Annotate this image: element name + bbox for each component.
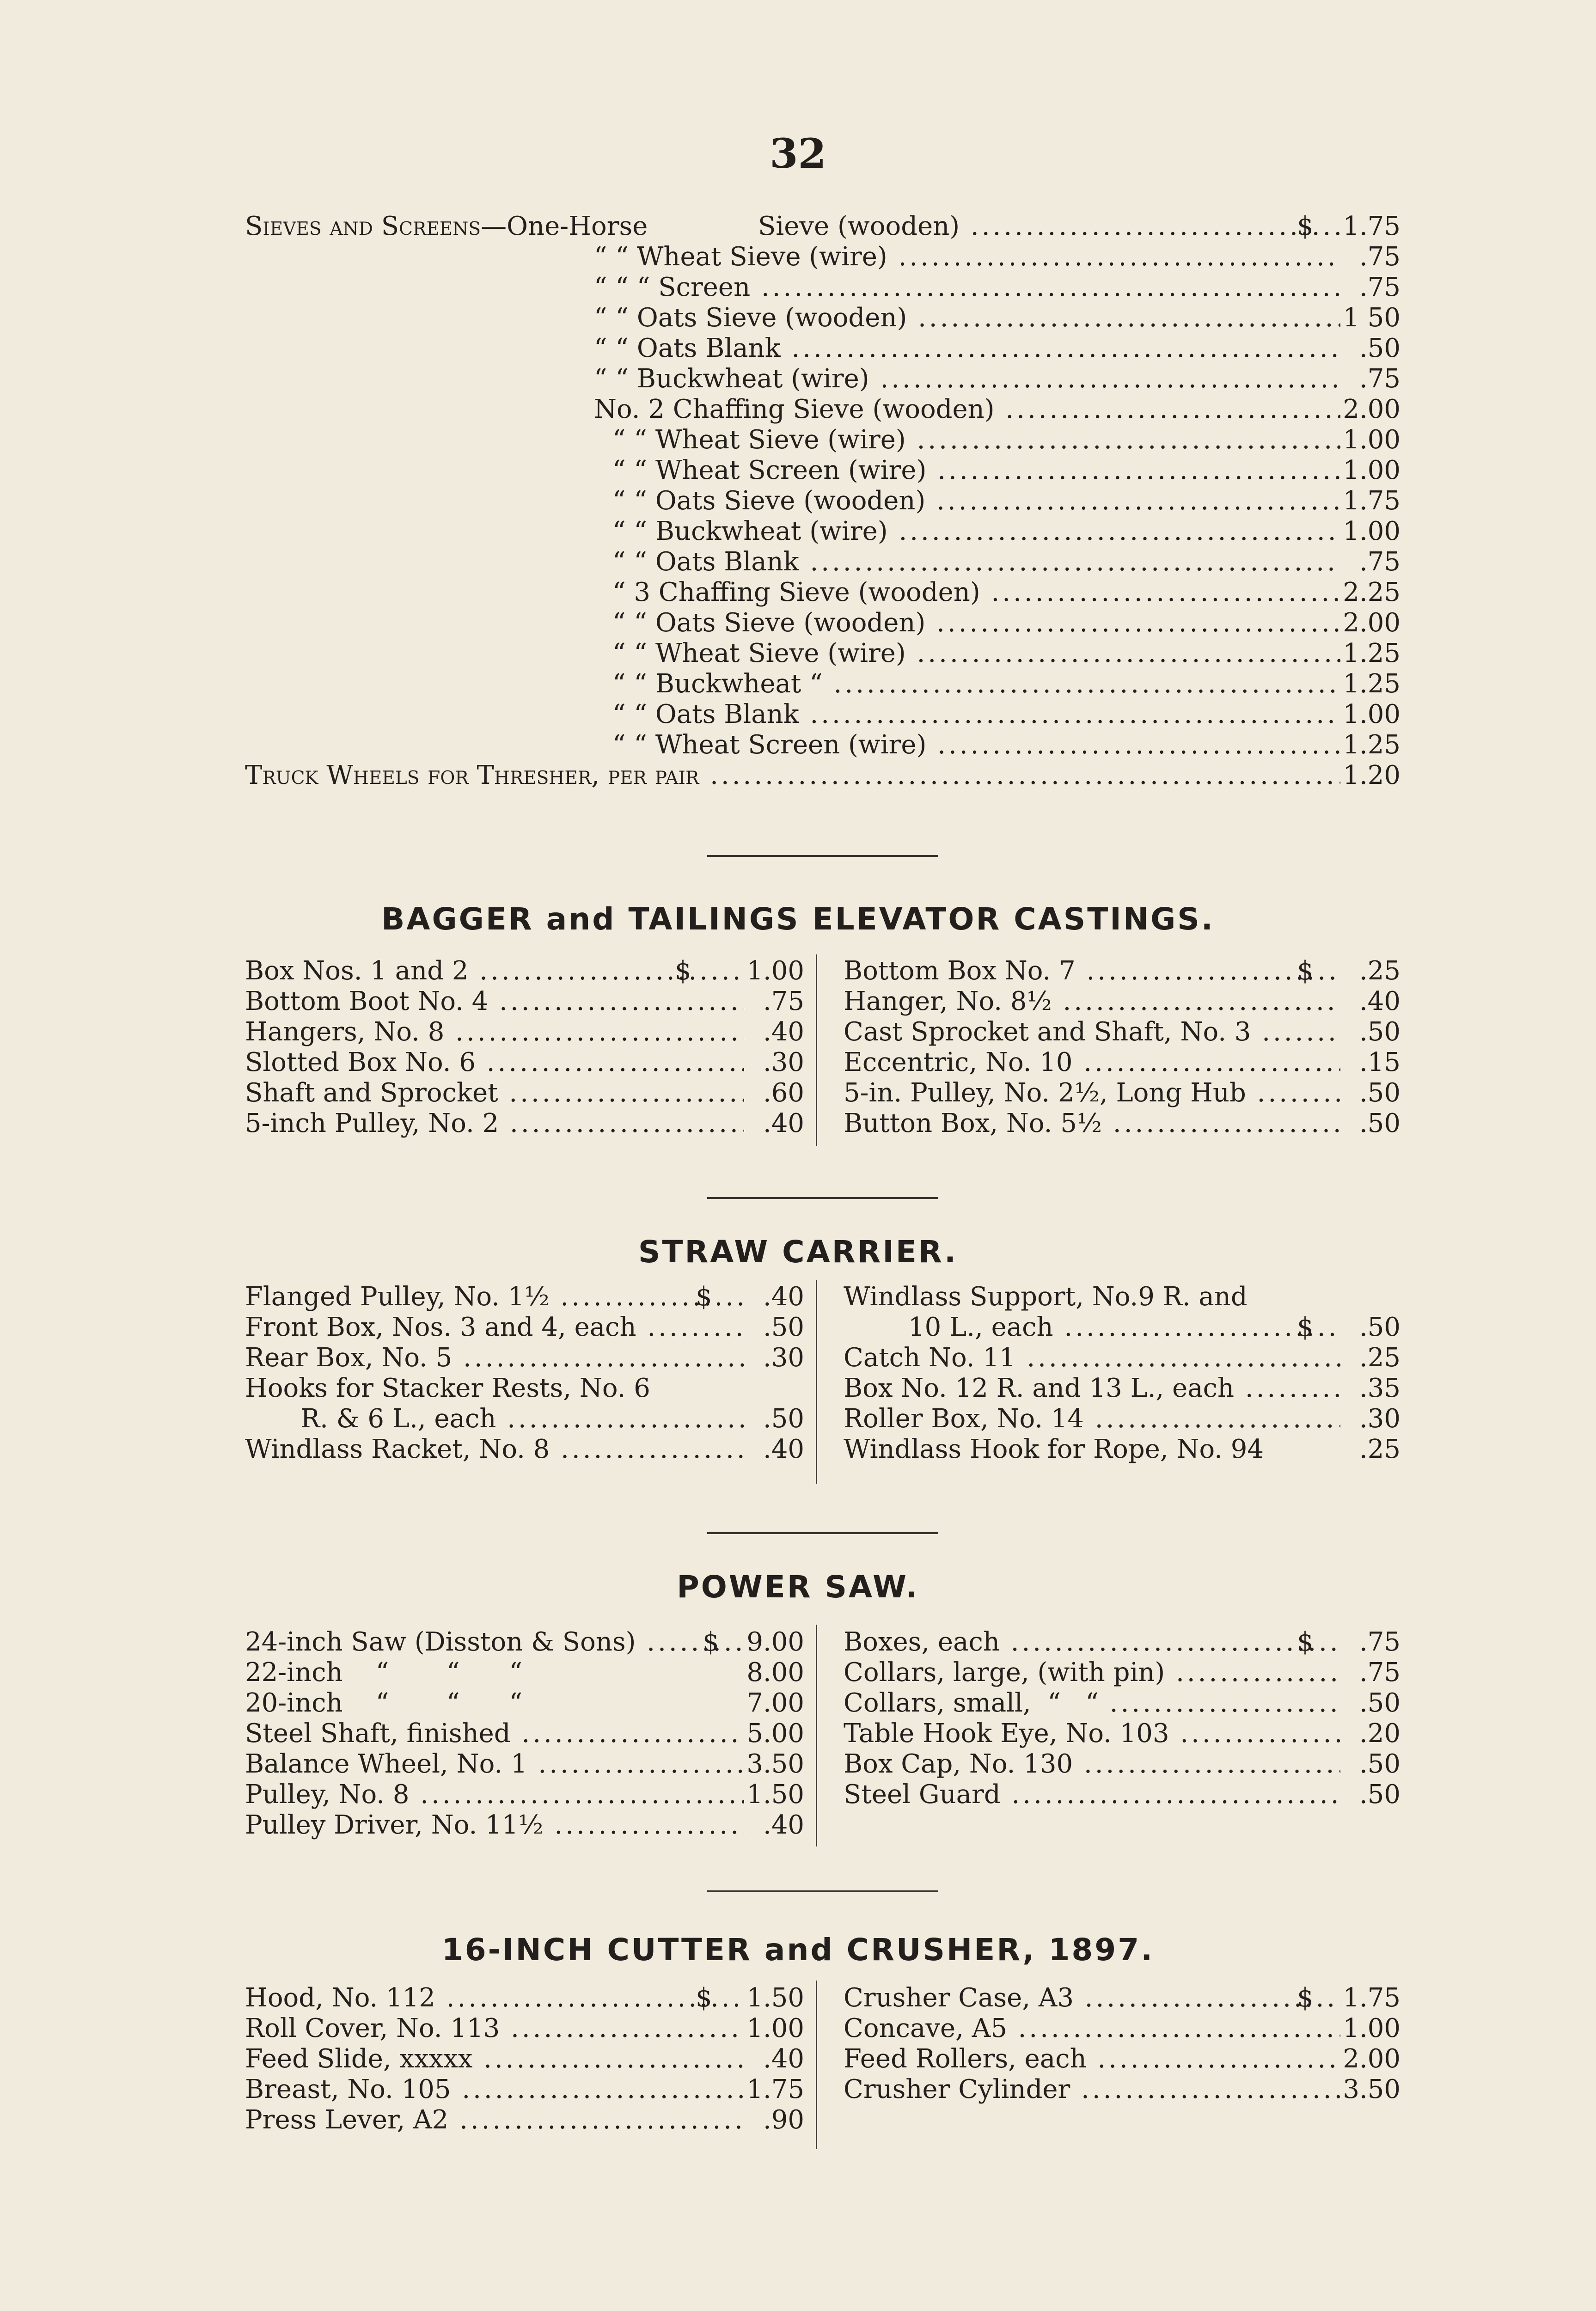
item-price: 1.25 bbox=[1343, 669, 1400, 699]
list-item bbox=[844, 986, 1400, 1017]
list-item bbox=[245, 1434, 804, 1465]
dollar-sign: $ bbox=[1297, 956, 1314, 986]
item-price: .40 bbox=[763, 1017, 804, 1047]
item-label: Windlass Hook for Rope, No. 94 bbox=[844, 1434, 1264, 1464]
item-label: Bottom Boot No. 4 ..... bbox=[245, 986, 744, 1017]
column-divider bbox=[816, 1625, 817, 1846]
item-label: Pulley Driver, No. 11½ ..... bbox=[245, 1810, 744, 1840]
list-item bbox=[844, 1404, 1400, 1434]
list-item bbox=[245, 1078, 804, 1108]
item-label: Button Box, No. 5½ ..... bbox=[844, 1108, 1340, 1139]
item-label: Steel Shaft, finished ..... bbox=[245, 1718, 744, 1749]
item-price: .35 bbox=[1359, 1373, 1400, 1403]
item-label: “ “ Wheat Screen (wire) ..... bbox=[612, 455, 1340, 486]
item-label: “ “ Oats Sieve (wooden) ..... bbox=[612, 486, 1340, 516]
item-price: 7.00 bbox=[746, 1688, 804, 1718]
list-item bbox=[612, 699, 1400, 730]
sieves-title: Sieves and Screens bbox=[245, 211, 481, 241]
list-item bbox=[612, 547, 1400, 577]
list-item bbox=[612, 486, 1400, 516]
item-price: .75 bbox=[1359, 547, 1400, 577]
item-price: 1.75 bbox=[1343, 211, 1400, 241]
item-label: Boxes, each ..... bbox=[844, 1627, 1340, 1657]
saw-heading: POWER SAW. bbox=[677, 1569, 919, 1605]
list-item bbox=[844, 2074, 1400, 2105]
item-price: 1.50 bbox=[746, 1779, 804, 1810]
list-item bbox=[844, 1312, 1400, 1343]
item-label: Cast Sprocket and Shaft, No. 3 ..... bbox=[844, 1017, 1340, 1047]
list-item bbox=[844, 1373, 1400, 1404]
item-price: .75 bbox=[1359, 1627, 1400, 1657]
column-divider bbox=[816, 1981, 817, 2149]
item-label: Feed Rollers, each ..... bbox=[844, 2044, 1340, 2074]
list-item bbox=[594, 272, 1400, 303]
section-divider bbox=[707, 1532, 938, 1534]
list-item bbox=[245, 1343, 804, 1373]
list-item bbox=[844, 2044, 1400, 2074]
section-divider bbox=[707, 855, 938, 857]
item-price: .50 bbox=[1359, 1017, 1400, 1047]
item-price: .30 bbox=[763, 1047, 804, 1077]
item-label: Hanger, No. 8½ ..... bbox=[844, 986, 1340, 1017]
item-price: .50 bbox=[1359, 1312, 1400, 1342]
item-price: .40 bbox=[763, 1282, 804, 1312]
item-price: 2.00 bbox=[1343, 608, 1400, 638]
item-label: Roller Box, No. 14 ..... bbox=[844, 1404, 1340, 1434]
list-item bbox=[245, 2074, 804, 2105]
item-label: Shaft and Sprocket ..... bbox=[245, 1078, 744, 1108]
dollar-sign: $ bbox=[696, 1282, 712, 1312]
list-item bbox=[844, 2013, 1400, 2044]
item-price: 9.00 bbox=[746, 1627, 804, 1657]
item-label: Rear Box, No. 5 ..... bbox=[245, 1343, 744, 1373]
item-label: Box Nos. 1 and 2 ..... bbox=[245, 956, 744, 986]
item-label: Crusher Case, A3 ..... bbox=[844, 1983, 1340, 2013]
dollar-sign: $ bbox=[1297, 1627, 1314, 1657]
item-label: “ “ “ Screen ..... bbox=[594, 272, 1340, 303]
item-label: Box Cap, No. 130 ..... bbox=[844, 1749, 1340, 1779]
list-item bbox=[245, 760, 1400, 791]
item-price: 1.25 bbox=[1343, 730, 1400, 760]
item-price: .60 bbox=[763, 1078, 804, 1108]
item-price: 1.75 bbox=[1343, 486, 1400, 516]
item-label: Catch No. 11 ..... bbox=[844, 1343, 1340, 1373]
item-price: 1.25 bbox=[1343, 638, 1400, 668]
item-label: “ “ Oats Blank ..... bbox=[612, 547, 1340, 577]
list-item bbox=[844, 1657, 1400, 1688]
list-item bbox=[844, 1627, 1400, 1657]
item-label: Collars, small, “ “ ..... bbox=[844, 1688, 1340, 1718]
item-label: Eccentric, No. 10 ..... bbox=[844, 1047, 1340, 1078]
item-label: 24-inch Saw (Disston & Sons) ..... bbox=[245, 1627, 744, 1657]
item-label: “ “ Wheat Screen (wire) ..... bbox=[612, 730, 1340, 760]
list-item bbox=[245, 1718, 804, 1749]
list-item bbox=[245, 1047, 804, 1078]
list-item bbox=[844, 1434, 1400, 1465]
list-item bbox=[844, 1078, 1400, 1108]
item-label: Sieve (wooden) ..... bbox=[758, 211, 1340, 242]
item-price: .50 bbox=[1359, 1108, 1400, 1138]
item-label: Box No. 12 R. and 13 L., each ..... bbox=[844, 1373, 1340, 1404]
item-label: “ “ Buckwheat “ ..... bbox=[612, 669, 1340, 699]
dollar-sign: $ bbox=[1297, 1983, 1314, 2013]
item-price: 8.00 bbox=[746, 1657, 804, 1687]
page-number: 32 bbox=[770, 129, 826, 177]
item-price: .15 bbox=[1359, 1047, 1400, 1077]
list-item bbox=[612, 425, 1400, 455]
item-price: .50 bbox=[1359, 1749, 1400, 1779]
list-item bbox=[612, 608, 1400, 638]
item-price: 3.50 bbox=[746, 1749, 804, 1779]
list-item bbox=[612, 730, 1400, 760]
list-item bbox=[612, 577, 1400, 608]
list-item bbox=[245, 1627, 804, 1657]
item-label: Crusher Cylinder ..... bbox=[844, 2074, 1340, 2105]
item-label: Windlass Support, No.9 R. and bbox=[844, 1282, 1247, 1312]
item-price: 3.50 bbox=[1343, 2074, 1400, 2104]
item-price: .50 bbox=[763, 1404, 804, 1434]
dollar-sign: $ bbox=[696, 1983, 712, 2013]
list-item bbox=[844, 1779, 1400, 1810]
item-label: Pulley, No. 8 ..... bbox=[245, 1779, 744, 1810]
item-label: Steel Guard ..... bbox=[844, 1779, 1340, 1810]
item-price: 1.00 bbox=[746, 2013, 804, 2043]
item-label: Breast, No. 105 ..... bbox=[245, 2074, 744, 2105]
item-label: “ “ Oats Blank ..... bbox=[612, 699, 1340, 730]
item-price: 1.00 bbox=[1343, 2013, 1400, 2043]
item-price: .20 bbox=[1359, 1718, 1400, 1749]
item-label: Windlass Racket, No. 8 ..... bbox=[245, 1434, 744, 1465]
item-price: .90 bbox=[763, 2105, 804, 2135]
item-price: .50 bbox=[1359, 1688, 1400, 1718]
cutter-heading: 16-INCH CUTTER and CRUSHER, 1897. bbox=[441, 1932, 1155, 1968]
straw-heading: STRAW CARRIER. bbox=[638, 1234, 958, 1270]
item-label: “ “ Buckwheat (wire) ..... bbox=[594, 364, 1340, 394]
list-item bbox=[245, 1373, 804, 1404]
item-price: .75 bbox=[1359, 272, 1400, 302]
item-label: “ “ Oats Sieve (wooden) ..... bbox=[594, 303, 1340, 333]
item-price: .50 bbox=[1359, 1078, 1400, 1108]
item-label: Bottom Box No. 7 ..... bbox=[844, 956, 1340, 986]
item-label: Front Box, Nos. 3 and 4, each ..... bbox=[245, 1312, 744, 1343]
list-item bbox=[245, 2105, 804, 2135]
list-item bbox=[245, 1017, 804, 1047]
item-label: 20-inch “ “ “ bbox=[245, 1688, 523, 1718]
list-item bbox=[245, 1779, 804, 1810]
item-label: No. 2 Chaffing Sieve (wooden) ..... bbox=[594, 394, 1340, 425]
list-item bbox=[245, 1657, 804, 1688]
item-label: Roll Cover, No. 113 ..... bbox=[245, 2013, 744, 2044]
item-price: 1.00 bbox=[1343, 699, 1400, 729]
item-price: .50 bbox=[763, 1312, 804, 1342]
list-item bbox=[612, 669, 1400, 699]
item-label: Hangers, No. 8 ..... bbox=[245, 1017, 744, 1047]
dollar-sign: $ bbox=[675, 956, 691, 986]
item-price: 1.00 bbox=[1343, 425, 1400, 455]
list-item bbox=[612, 516, 1400, 547]
list-item bbox=[245, 1810, 804, 1840]
item-label: R. & 6 L., each ..... bbox=[245, 1404, 744, 1434]
item-price: 1.50 bbox=[746, 1983, 804, 2013]
list-item bbox=[844, 1983, 1400, 2013]
list-item bbox=[844, 1108, 1400, 1139]
list-item bbox=[594, 364, 1400, 394]
item-label: 5-inch Pulley, No. 2 ..... bbox=[245, 1108, 744, 1139]
item-label: 5-in. Pulley, No. 2½, Long Hub ..... bbox=[844, 1078, 1340, 1108]
item-label: “ “ Oats Blank ..... bbox=[594, 333, 1340, 364]
list-item bbox=[844, 1282, 1400, 1312]
item-label: Hooks for Stacker Rests, No. 6 bbox=[245, 1373, 650, 1403]
list-item bbox=[844, 1688, 1400, 1718]
item-price: .75 bbox=[1359, 364, 1400, 394]
item-price: .40 bbox=[763, 1810, 804, 1840]
section-divider bbox=[707, 1890, 938, 1892]
item-label: Collars, large, (with pin) ..... bbox=[844, 1657, 1340, 1688]
list-item bbox=[612, 455, 1400, 486]
column-divider bbox=[816, 1280, 817, 1484]
item-label: Flanged Pulley, No. 1½ ..... bbox=[245, 1282, 744, 1312]
item-label: Hood, No. 112 ..... bbox=[245, 1983, 744, 2013]
item-label: 22-inch “ “ “ bbox=[245, 1657, 523, 1687]
list-item bbox=[245, 956, 804, 986]
item-price: 1.20 bbox=[1343, 760, 1400, 790]
list-item bbox=[844, 1017, 1400, 1047]
list-item bbox=[245, 1282, 804, 1312]
list-item bbox=[245, 1749, 804, 1779]
item-label: “ 3 Chaffing Sieve (wooden) ..... bbox=[612, 577, 1340, 608]
item-price: 1.75 bbox=[1343, 1983, 1400, 2013]
dollar-sign: $ bbox=[1297, 1312, 1314, 1342]
list-item bbox=[594, 394, 1400, 425]
item-price: .40 bbox=[763, 1434, 804, 1464]
list-item bbox=[245, 1688, 804, 1718]
item-price: .50 bbox=[1359, 1779, 1400, 1810]
item-label: “ “ Wheat Sieve (wire) ..... bbox=[594, 242, 1340, 272]
bagger-heading: BAGGER and TAILINGS ELEVATOR CASTINGS. bbox=[381, 901, 1215, 937]
item-price: .25 bbox=[1359, 956, 1400, 986]
list-item bbox=[844, 1718, 1400, 1749]
sieves-subtitle: One-Horse bbox=[507, 211, 648, 241]
list-item bbox=[245, 1312, 804, 1343]
item-label: Truck Wheels for Thresher, per pair ..... bbox=[245, 760, 1340, 791]
item-price: .75 bbox=[763, 986, 804, 1016]
item-price: 1.00 bbox=[1343, 516, 1400, 546]
item-label: “ “ Wheat Sieve (wire) ..... bbox=[612, 425, 1340, 455]
item-label: “ “ Buckwheat (wire) ..... bbox=[612, 516, 1340, 547]
list-item bbox=[594, 333, 1400, 364]
list-item bbox=[245, 1983, 804, 2013]
list-item bbox=[594, 303, 1400, 333]
list-item bbox=[245, 1404, 804, 1434]
item-price: 1 50 bbox=[1343, 303, 1400, 333]
item-price: .40 bbox=[763, 2044, 804, 2074]
list-item bbox=[612, 638, 1400, 669]
item-price: 2.25 bbox=[1343, 577, 1400, 607]
section-divider bbox=[707, 1197, 938, 1199]
item-label: “ “ Wheat Sieve (wire) ..... bbox=[612, 638, 1340, 669]
item-price: .30 bbox=[763, 1343, 804, 1373]
list-item bbox=[245, 1108, 804, 1139]
item-label: Table Hook Eye, No. 103 ..... bbox=[844, 1718, 1340, 1749]
item-label: “ “ Oats Sieve (wooden) ..... bbox=[612, 608, 1340, 638]
list-item bbox=[245, 2044, 804, 2074]
column-divider bbox=[816, 954, 817, 1146]
list-item bbox=[844, 1749, 1400, 1779]
item-price: 1.75 bbox=[746, 2074, 804, 2104]
item-label: Feed Slide, xxxxx ..... bbox=[245, 2044, 744, 2074]
item-price: .50 bbox=[1359, 333, 1400, 363]
dollar-sign: $ bbox=[703, 1627, 719, 1657]
item-label: Press Lever, A2 ..... bbox=[245, 2105, 744, 2135]
item-label: Concave, A5 ..... bbox=[844, 2013, 1340, 2044]
list-item bbox=[844, 1343, 1400, 1373]
list-item bbox=[844, 1047, 1400, 1078]
dollar-sign: $ bbox=[1297, 211, 1314, 241]
item-price: .25 bbox=[1359, 1434, 1400, 1464]
sieves-heading: Sieves and Screens—One-Horse bbox=[245, 211, 648, 241]
list-item bbox=[245, 986, 804, 1017]
list-item bbox=[594, 242, 1400, 272]
item-price: .25 bbox=[1359, 1343, 1400, 1373]
item-price: 1.00 bbox=[746, 956, 804, 986]
item-label: 10 L., each ..... bbox=[844, 1312, 1340, 1343]
item-label: Slotted Box No. 6 ..... bbox=[245, 1047, 744, 1078]
item-price: 2.00 bbox=[1343, 2044, 1400, 2074]
list-item bbox=[844, 956, 1400, 986]
item-price: 5.00 bbox=[746, 1718, 804, 1749]
list-item bbox=[245, 2013, 804, 2044]
item-price: .40 bbox=[1359, 986, 1400, 1016]
item-price: .75 bbox=[1359, 1657, 1400, 1687]
item-price: .30 bbox=[1359, 1404, 1400, 1434]
item-price: 1.00 bbox=[1343, 455, 1400, 485]
item-label: Balance Wheel, No. 1 ..... bbox=[245, 1749, 744, 1779]
item-price: 2.00 bbox=[1343, 394, 1400, 424]
item-price: .75 bbox=[1359, 242, 1400, 272]
item-price: .40 bbox=[763, 1108, 804, 1138]
